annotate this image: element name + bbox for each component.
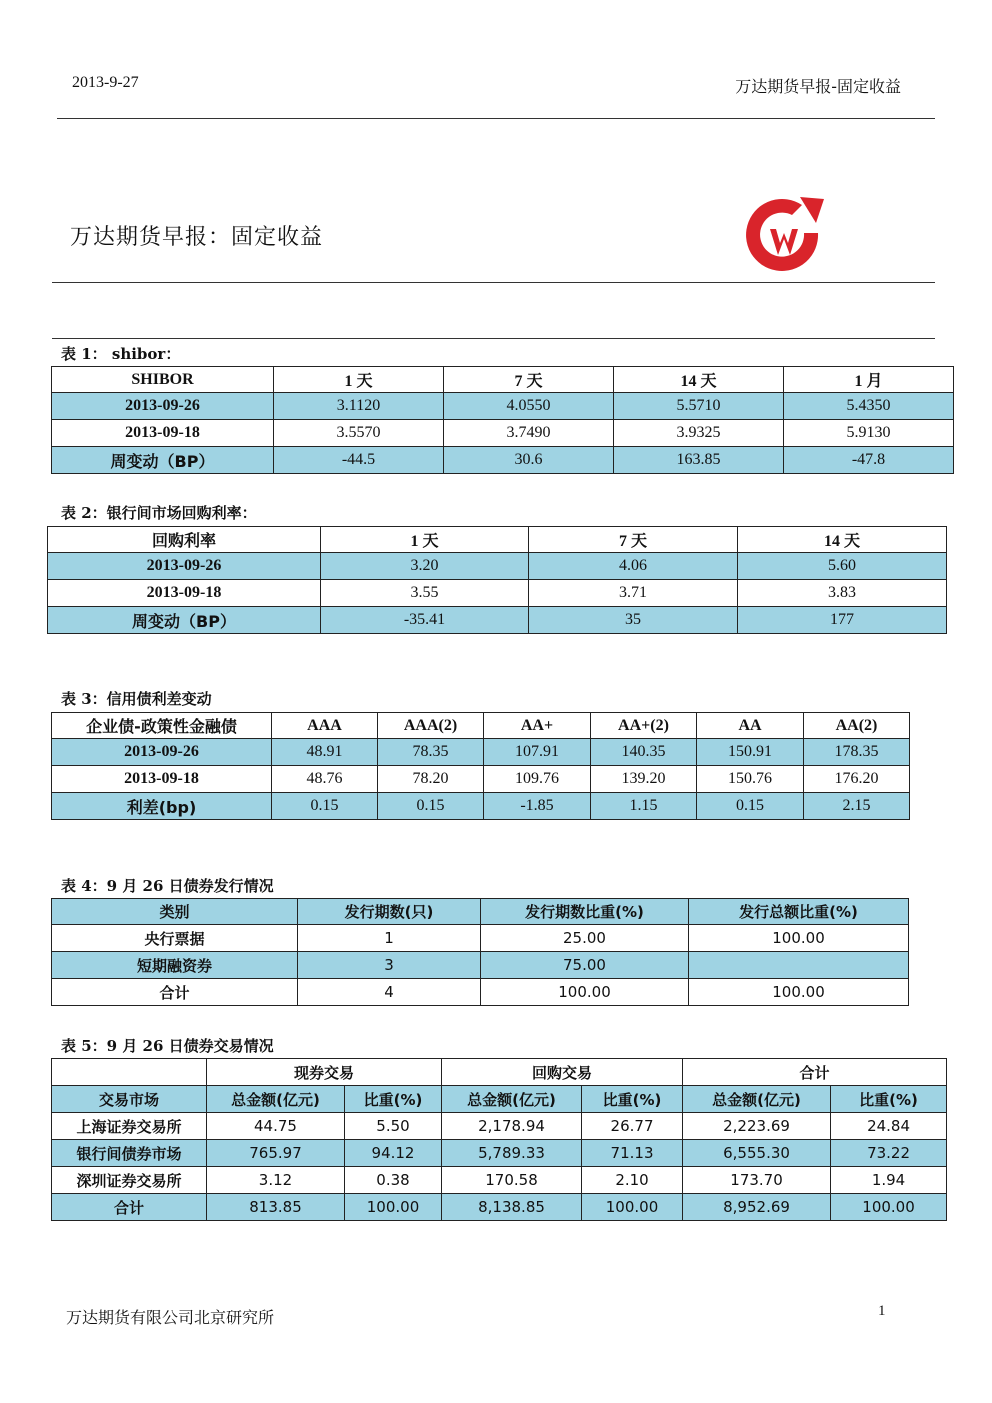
header-title: 万达期货早报-固定收益: [735, 77, 901, 96]
table-cell: 央行票据: [52, 925, 298, 952]
table-cell: 100.00: [582, 1194, 683, 1221]
table-cell: 4.06: [529, 553, 738, 580]
shibor-table: [51, 366, 954, 474]
section-divider: [52, 338, 935, 339]
header-date: 2013-9-27: [72, 74, 139, 91]
table-cell: 2013-09-18: [52, 420, 274, 447]
table-header-cell: 比重(%): [345, 1086, 442, 1113]
table-cell: 5.60: [738, 553, 947, 580]
table-cell: 75.00: [481, 952, 689, 979]
bond-issuance-table: [51, 898, 909, 1006]
table-header-cell: SHIBOR: [52, 367, 274, 393]
table-header-cell: 比重(%): [582, 1086, 683, 1113]
table-cell: 3.55: [321, 580, 529, 607]
table-cell: 0.15: [272, 793, 378, 820]
table-header-cell: 类别: [52, 899, 298, 925]
table-header-cell: 总金额(亿元): [207, 1086, 345, 1113]
repo-rate-table: [47, 526, 947, 634]
table-cell: 100.00: [831, 1194, 947, 1221]
table-header-cell: 发行总额比重(%): [689, 899, 909, 925]
table-cell: 3.9325: [614, 420, 784, 447]
table-header-cell: AAA(2): [378, 713, 484, 739]
table-cell: 5.5710: [614, 393, 784, 420]
table-header-cell: 总金额(亿元): [683, 1086, 831, 1113]
table-cell: 5.4350: [784, 393, 954, 420]
table-header-cell: [52, 1059, 207, 1086]
table-cell: 48.91: [272, 739, 378, 766]
table-cell: 3.5570: [274, 420, 444, 447]
table-cell: 2.15: [804, 793, 910, 820]
table-cell: 5.9130: [784, 420, 954, 447]
table-header-cell: 交易市场: [52, 1086, 207, 1113]
table-cell: 150.76: [697, 766, 804, 793]
table-cell: 2013-09-26: [48, 553, 321, 580]
page-title: 万达期货早报：固定收益: [70, 225, 324, 250]
table-cell: [689, 952, 909, 979]
table-header-cell: 回购利率: [48, 527, 321, 553]
table-cell: -47.8: [784, 447, 954, 474]
table-cell: 3.71: [529, 580, 738, 607]
table-cell: 1.15: [591, 793, 697, 820]
table-cell: 109.76: [484, 766, 591, 793]
table-cell: 3.1120: [274, 393, 444, 420]
table-header-cell: AA+: [484, 713, 591, 739]
bond-trading-table: [51, 1058, 947, 1221]
table-cell: 78.35: [378, 739, 484, 766]
table-cell: 2.10: [582, 1167, 683, 1194]
table-header-cell: AA(2): [804, 713, 910, 739]
table-cell: 94.12: [345, 1140, 442, 1167]
table-group-header: 现券交易: [207, 1059, 442, 1086]
table-row: [52, 766, 910, 793]
table-cell: 3.20: [321, 553, 529, 580]
table-row: [48, 607, 947, 634]
table-cell: 0.38: [345, 1167, 442, 1194]
page-number: 1: [878, 1303, 886, 1319]
table-header-cell: 7 天: [444, 367, 614, 393]
table-cell: 71.13: [582, 1140, 683, 1167]
table4-caption: 表 4：9 月 26 日债券发行情况: [61, 877, 274, 895]
table-cell: 5.50: [345, 1113, 442, 1140]
table-cell: 合计: [52, 979, 298, 1006]
table-row: [48, 553, 947, 580]
table-cell: 3: [298, 952, 481, 979]
table-cell: 周变动（BP）: [48, 607, 321, 634]
table-cell: 利差(bp): [52, 793, 272, 820]
table-row: [52, 420, 954, 447]
table-row: [52, 793, 910, 820]
table-row: [48, 580, 947, 607]
table-cell: 2013-09-18: [52, 766, 272, 793]
table-cell: 100.00: [689, 925, 909, 952]
table-cell: 2,223.69: [683, 1113, 831, 1140]
table-cell: 44.75: [207, 1113, 345, 1140]
table-cell: 765.97: [207, 1140, 345, 1167]
table-cell: 25.00: [481, 925, 689, 952]
table-header-cell: AAA: [272, 713, 378, 739]
table-header-cell: 14 天: [614, 367, 784, 393]
credit-spread-table: [51, 712, 910, 820]
table-cell: -1.85: [484, 793, 591, 820]
table-cell: 短期融资券: [52, 952, 298, 979]
table-cell: 176.20: [804, 766, 910, 793]
table-header-cell: AA: [697, 713, 804, 739]
table-cell: 1.94: [831, 1167, 947, 1194]
table-cell: 139.20: [591, 766, 697, 793]
table-header-cell: 7 天: [529, 527, 738, 553]
table-header-cell: 发行期数比重(%): [481, 899, 689, 925]
title-divider: [52, 282, 935, 283]
table-cell: 35: [529, 607, 738, 634]
table-cell: 813.85: [207, 1194, 345, 1221]
table-cell: 3.7490: [444, 420, 614, 447]
table-header-cell: 1 月: [784, 367, 954, 393]
table-cell: 2013-09-26: [52, 393, 274, 420]
table-cell: -35.41: [321, 607, 529, 634]
table-cell: 26.77: [582, 1113, 683, 1140]
table-group-header: 回购交易: [442, 1059, 683, 1086]
table-row: [52, 1140, 947, 1167]
table-cell: 0.15: [378, 793, 484, 820]
table-cell: 8,138.85: [442, 1194, 582, 1221]
table-header-cell: 企业债-政策性金融债: [52, 713, 272, 739]
table-cell: 上海证券交易所: [52, 1113, 207, 1140]
table-cell: 48.76: [272, 766, 378, 793]
table-cell: 0.15: [697, 793, 804, 820]
table-cell: 周变动（BP）: [52, 447, 274, 474]
table-cell: 2013-09-26: [52, 739, 272, 766]
wanda-logo-icon: [740, 193, 828, 277]
table-cell: 6,555.30: [683, 1140, 831, 1167]
table-cell: 3.12: [207, 1167, 345, 1194]
table-cell: 173.70: [683, 1167, 831, 1194]
table-row: [52, 925, 909, 952]
table-row: [52, 1167, 947, 1194]
table-row: [52, 447, 954, 474]
table-cell: 107.91: [484, 739, 591, 766]
table-cell: 4: [298, 979, 481, 1006]
table-cell: 2013-09-18: [48, 580, 321, 607]
table-cell: 深圳证券交易所: [52, 1167, 207, 1194]
table-cell: -44.5: [274, 447, 444, 474]
table-cell: 163.85: [614, 447, 784, 474]
table-row: [52, 393, 954, 420]
table-header-cell: 比重(%): [831, 1086, 947, 1113]
table-row: [52, 1194, 947, 1221]
table-cell: 5,789.33: [442, 1140, 582, 1167]
table-cell: 4.0550: [444, 393, 614, 420]
table2-caption: 表 2：银行间市场回购利率：: [61, 504, 257, 522]
table-group-header: 合计: [683, 1059, 947, 1086]
table-row: [52, 979, 909, 1006]
table-cell: 100.00: [689, 979, 909, 1006]
table-cell: 1: [298, 925, 481, 952]
footer-company: 万达期货有限公司北京研究所: [66, 1308, 275, 1327]
table-cell: 170.58: [442, 1167, 582, 1194]
table-header-cell: 1 天: [274, 367, 444, 393]
table-row: [52, 1113, 947, 1140]
table-cell: 150.91: [697, 739, 804, 766]
table-header-cell: 1 天: [321, 527, 529, 553]
table-cell: 合计: [52, 1194, 207, 1221]
table3-caption: 表 3：信用债利差变动: [61, 690, 212, 708]
table-cell: 100.00: [481, 979, 689, 1006]
table1-caption: 表 1： shibor：: [61, 345, 181, 363]
table-row: [52, 952, 909, 979]
table5-caption: 表 5：9 月 26 日债券交易情况: [61, 1037, 274, 1055]
table-header-cell: 发行期数(只): [298, 899, 481, 925]
table-cell: 24.84: [831, 1113, 947, 1140]
table-cell: 3.83: [738, 580, 947, 607]
table-cell: 银行间债券市场: [52, 1140, 207, 1167]
table-header-cell: 总金额(亿元): [442, 1086, 582, 1113]
table-cell: 100.00: [345, 1194, 442, 1221]
table-cell: 140.35: [591, 739, 697, 766]
table-header-cell: 14 天: [738, 527, 947, 553]
table-cell: 8,952.69: [683, 1194, 831, 1221]
table-cell: 30.6: [444, 447, 614, 474]
table-header-cell: AA+(2): [591, 713, 697, 739]
table-cell: 2,178.94: [442, 1113, 582, 1140]
table-cell: 177: [738, 607, 947, 634]
table-cell: 78.20: [378, 766, 484, 793]
header-divider: [57, 118, 935, 119]
table-row: [52, 739, 910, 766]
table-cell: 178.35: [804, 739, 910, 766]
table-cell: 73.22: [831, 1140, 947, 1167]
